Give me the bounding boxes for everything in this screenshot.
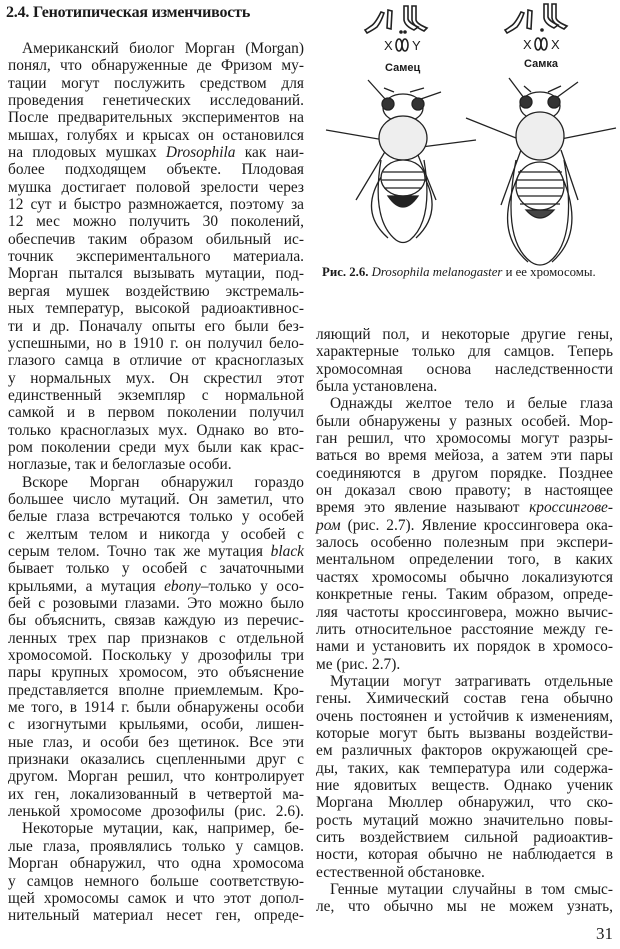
line-text: бывает только у особей с зачаточными [8, 560, 304, 578]
line-text: ляющий пол, и некоторые другие гены, [316, 326, 613, 343]
text-line [316, 760, 613, 777]
text-line [8, 838, 304, 855]
text-line [316, 413, 613, 430]
text-line [8, 474, 304, 491]
text-line [316, 430, 613, 447]
text-line [316, 638, 613, 655]
line-text: очень постоянен и устойчив к изменениям, [316, 707, 613, 725]
line-text: единственный экземпляр с нормальной [8, 386, 304, 404]
text-line [8, 664, 304, 681]
line-text: другом. Морган решил, что контролирует [8, 768, 304, 786]
line-text: ных температур, высокой радиоактивнос- [8, 300, 304, 318]
line-text: 12 сут и быстро размножается, поэтому за [8, 196, 304, 214]
italic-term: ebony [164, 577, 201, 595]
male-chromosome-x-label: X [384, 38, 393, 53]
italic-term: ром [316, 516, 341, 534]
text-line [316, 378, 613, 395]
line-text: на плодовых мушках [8, 144, 166, 162]
text-line [316, 361, 613, 378]
text-line [316, 881, 613, 898]
line-text: Мутации могут затрагивать отдельные [330, 672, 613, 690]
male-label: Самец [385, 62, 421, 74]
text-line [8, 803, 304, 820]
female-chromosome-x2-label: X [551, 37, 560, 52]
line-text: сить воздействием сильной радиоактив- [316, 828, 613, 846]
text-line [8, 578, 304, 595]
text-line [8, 404, 304, 421]
text-line [8, 231, 304, 248]
line-text: естественной обстановке. [316, 863, 485, 881]
text-line [8, 820, 304, 837]
line-text: время это явление называют [316, 499, 530, 517]
line-text: нами и установить их порядок в хромосо- [316, 638, 613, 656]
italic-term: Drosophila [165, 144, 236, 162]
text-line [316, 482, 613, 499]
line-text: бей с розовыми глазами. Это можно было [8, 595, 304, 612]
line-text: которые могут быть вызваны воздействи- [316, 724, 613, 742]
text-line [316, 343, 613, 360]
line-text: ляя частоты кроссинговера, можно вычис- [316, 603, 613, 621]
line-text: ние ядовитых веществ. Однако ученик [316, 776, 613, 794]
text-line [8, 647, 304, 664]
text-line [8, 786, 304, 803]
line-text: Моргана Мюллер обнаружил, что ско- [316, 794, 613, 812]
italic-term: black [270, 542, 304, 560]
text-line [8, 109, 304, 126]
line-text: конкретные гены. Таким образом, опреде- [316, 586, 613, 604]
text-line [316, 673, 613, 690]
left-text-column [8, 40, 304, 925]
text-line [316, 777, 613, 794]
text-line [8, 179, 304, 196]
text-line [316, 534, 613, 551]
text-line [316, 708, 613, 725]
line-text: представляется вполне приемлемым. Кро- [8, 681, 304, 699]
section-title: 2.4. Генотипическая изменчивость [6, 4, 251, 21]
line-text: –только у осо- [200, 577, 304, 595]
text-line [8, 508, 304, 525]
text-line [316, 846, 613, 863]
line-text: хромосомная основа наследственности [316, 360, 613, 378]
text-line [8, 283, 304, 300]
line-text: частях хромосомы обычно локализуются [316, 568, 613, 586]
text-line [316, 604, 613, 621]
line-text: мушка достигает половой зрелости через [8, 178, 304, 196]
text-line [8, 855, 304, 872]
line-text: белые глаза встречаются только у особей [8, 508, 304, 526]
line-text: характерные только для самцов. Теперь [316, 343, 613, 361]
line-text: Вскоре Морган обнаружил гораздо [22, 473, 304, 491]
text-line [8, 456, 304, 473]
line-text: ные глаз, и особи без щетинок. Все эти [8, 733, 304, 751]
text-line [316, 742, 613, 759]
line-text: хромосомой. Поскольку у дрозофилы три [8, 647, 304, 665]
line-text: рость мутаций можно значительно повы- [316, 811, 613, 829]
line-text: ром поколении среди мух были как крас- [8, 438, 304, 456]
text-line [8, 335, 304, 352]
line-text: тации могут послужить средством для [8, 74, 304, 92]
caption-text: и ее хромосомы. [502, 265, 596, 279]
text-line [8, 560, 304, 577]
text-line [8, 630, 304, 647]
text-line [8, 248, 304, 265]
line-text: ти и др. Поначалу опыты его были без- [8, 317, 304, 335]
line-text: успешными, но в 1910 г. он получил бело- [8, 334, 304, 352]
text-line [316, 326, 613, 343]
line-text: ленькой хромосоме дрозофилы (рис. 2.6). [8, 803, 304, 821]
line-text: нительный материал несет ген, опреде- [8, 907, 304, 925]
line-text: с изогнутыми крыльями, особи, лишен- [8, 716, 304, 734]
male-fly-drawing [326, 80, 476, 243]
text-line [8, 595, 304, 612]
line-text: только красноглазых мух. Однако во вто- [8, 421, 304, 439]
text-line [316, 586, 613, 603]
line-text: крыльями, а мутация [8, 577, 165, 595]
line-text: признаки оказались сцепленными друг с [8, 751, 304, 769]
text-line [8, 526, 304, 543]
text-line [8, 57, 304, 74]
text-line [8, 196, 304, 213]
line-text: ды, таких, как температура или содержа- [316, 759, 613, 777]
line-text: ноглазые, так и белоглазые особи. [8, 456, 232, 474]
text-line [8, 300, 304, 317]
line-text: Однажды желтое тело и белые глаза [330, 395, 613, 413]
line-text: (рис. 2.7). Явление кроссинговера ока- [340, 516, 613, 534]
line-text: ган решил, что хромосомы могут разры- [316, 430, 613, 448]
text-line [316, 499, 613, 516]
line-text: пары крупных хромосом, это объяснение [8, 664, 304, 682]
line-text: у нормальных мух. Он скрестил этот [8, 369, 304, 387]
line-text: вергая мушек воздействию экстремаль- [8, 282, 304, 300]
text-line [8, 40, 304, 57]
text-line [8, 439, 304, 456]
text-line [8, 265, 304, 282]
line-text: точник экспериментального материала. [8, 248, 304, 266]
text-line [316, 621, 613, 638]
text-line [8, 907, 304, 924]
text-line [8, 370, 304, 387]
text-line [8, 213, 304, 230]
line-text: проведения генетических исследований. [8, 92, 304, 110]
caption-species: Drosophila melanogaster [371, 265, 503, 279]
text-line [316, 465, 613, 482]
line-text: обеспечив таким образом обильный ис- [8, 230, 304, 248]
line-text: Американский биолог Морган (Morgan) [22, 40, 304, 57]
line-text: Генные мутации случайны в том смыс- [330, 881, 613, 898]
text-line [316, 551, 613, 568]
italic-term: кроссингове- [529, 499, 613, 517]
text-line [316, 569, 613, 586]
line-text: понял, что обнаруженные де Фризом му- [8, 57, 304, 75]
line-text: После предварительных экспериментов на [8, 109, 304, 127]
line-text: большее число мутаций. Он заметил, что [8, 490, 304, 508]
line-text: более подходящем объекте. Плодовая [8, 161, 304, 179]
text-line [8, 161, 304, 178]
text-line [8, 75, 304, 92]
text-line [316, 447, 613, 464]
line-text: ме (рис. 2.7). [316, 655, 401, 673]
text-line [8, 127, 304, 144]
line-text: ваться во время мейоза, а затем эти пары [316, 447, 613, 465]
text-line [316, 829, 613, 846]
text-line [316, 864, 613, 881]
figure-caption [322, 264, 612, 280]
line-text: щей хромосомы самок и что этот допол- [8, 889, 304, 907]
text-line [8, 92, 304, 109]
caption-number: Рис. 2.6. [322, 265, 369, 279]
line-text: как наи- [235, 144, 304, 162]
line-text: была установлена. [316, 378, 438, 396]
text-line [316, 395, 613, 412]
line-text: их ген, локализованный в четвертой ма- [8, 785, 304, 803]
text-line [8, 422, 304, 439]
line-text: ленных трех пар признаков с отдельной [8, 629, 304, 647]
text-line [8, 682, 304, 699]
line-text: глазого самца в отличие от красноглазых [8, 352, 304, 370]
female-fly-drawing [466, 78, 616, 265]
text-line [8, 612, 304, 629]
text-line [316, 898, 613, 915]
line-text: Некоторые мутации, как, например, бе- [22, 820, 304, 838]
text-line [8, 543, 304, 560]
line-text: лить относительное расстояние между ге- [316, 620, 613, 638]
female-chromosome-x-label: X [523, 37, 532, 52]
text-line [8, 734, 304, 751]
text-line [8, 890, 304, 907]
line-text: самкой и в первом поколении получил [8, 404, 304, 422]
text-line [8, 491, 304, 508]
line-text: ме того, в 1914 г. были обнаружены особи [8, 699, 304, 717]
figure-drosophila [316, 0, 620, 268]
line-text: ментальном определении того, в каких [316, 551, 613, 569]
line-text: мышах, голубях и крысах он остановился [8, 126, 304, 144]
text-line [316, 725, 613, 742]
line-text: бы объяснить, связав каждую из перечис- [8, 612, 304, 630]
line-text: с желтым телом и никогда у особей с [8, 525, 304, 543]
text-line [8, 768, 304, 785]
text-line [316, 794, 613, 811]
line-text: залось особенно полезным при экспери- [316, 534, 613, 552]
text-line [8, 699, 304, 716]
page-number: 31 [596, 924, 613, 943]
text-line [8, 387, 304, 404]
male-chromosome-y-label: Y [412, 38, 421, 53]
line-text: он доказал свою правоту; в настоящее [316, 482, 613, 500]
female-label: Самка [524, 58, 558, 70]
line-text: гены. Химический состав гена обычно [316, 690, 613, 708]
line-text: ности, которая обычно не наблюдается в [316, 846, 613, 864]
text-line [316, 812, 613, 829]
line-text: были обнаружены у разных особей. Мор- [316, 412, 613, 430]
text-line [8, 716, 304, 733]
line-text: ем различных факторов окружающей сре- [316, 742, 613, 760]
right-text-column [316, 326, 613, 916]
line-text: ле, что обычно мы не можем узнать, [316, 898, 613, 916]
text-line [316, 517, 613, 534]
text-line [316, 690, 613, 707]
line-text: 12 мес можно получить 30 поколений, [8, 213, 304, 231]
drosophila-illustration [316, 0, 620, 268]
text-line [8, 873, 304, 890]
text-line [8, 144, 304, 161]
text-line [316, 656, 613, 673]
text-line [8, 751, 304, 768]
line-text: Морган пытался вызывать мутации, под- [8, 265, 304, 283]
text-line [8, 318, 304, 335]
line-text: серым телом. Точно так же мутация [8, 542, 271, 560]
line-text: лые глаза, проявлялись только у самцов. [8, 837, 304, 855]
line-text: соединяются в другом порядке. Позднее [316, 464, 613, 482]
line-text: у самцов немного больше соответствую- [8, 872, 304, 890]
text-line [8, 352, 304, 369]
line-text: Морган обнаружил, что одна хромосома [8, 855, 304, 873]
